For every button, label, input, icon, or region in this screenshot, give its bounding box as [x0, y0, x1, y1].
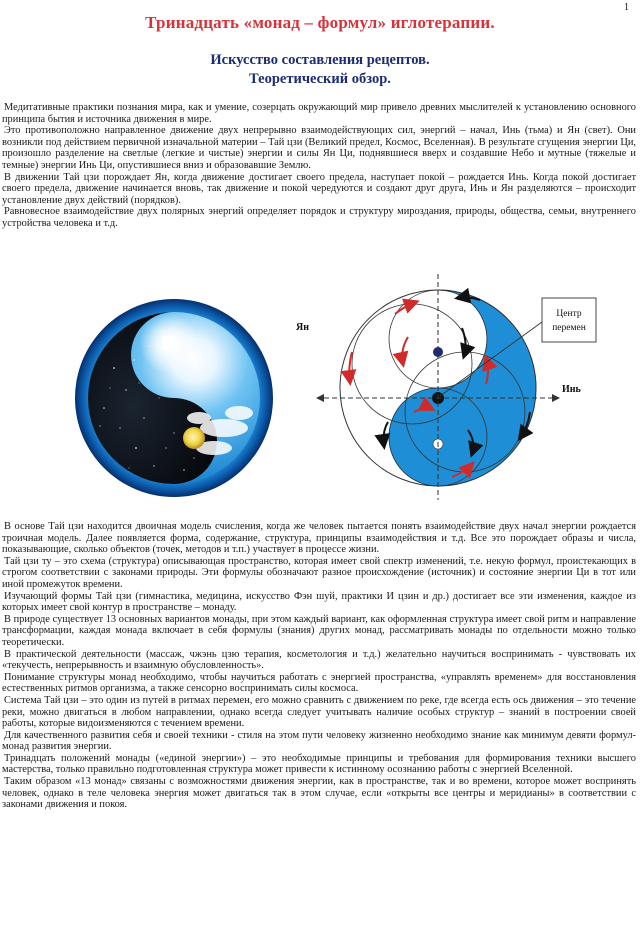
body-text — [2, 521, 636, 811]
paragraph: Равновесное взаимодействие двух полярных энергий определяет порядок и структуру мироздания, природы, общества, семьи, внутреннего устройства человека и т.д. — [2, 206, 636, 229]
paragraph: Для качественного развития себя и своей техники - стиля на этом пути человеку жизненно необходимо знание как минимум девяти формул-монад развития энергии. — [2, 729, 636, 753]
taiji-schematic-diagram — [290, 272, 602, 509]
subtitle-recipes: Искусство составления рецептов. — [210, 52, 430, 68]
center-label-line1: Центр — [556, 309, 582, 319]
paragraph: Это противоположно направленное движение двух непрерывно взаимодействующих сил, энергий – начал, Инь (тьма) и Ян (свет). Они возникли под действием первичной изначальной материи – Тай цзи (Великий предел, Космос, Вселенная). В результате сгущения энергии Ци, произошло разделение на светлые (легкие и чистые) энергии и силы Ян Ци, поднявшиеся вверх и создавшие Небо и мутные (тяжелые и темные) энергии Инь Ци, опустившиеся вниз и образовавшие Землю. — [2, 125, 636, 171]
yin-yang-sphere-image — [74, 298, 274, 503]
paragraph: Тринадцать положений монады («единой энергии») – это необходимые принципы и требования для формирования техники высшего мастерства, только правильно подготовленная структура может привести к истинному осознанию работы с энергией Вселенной. — [2, 752, 636, 776]
paragraph: Таким образом «13 монад» связаны с возможностями движения энергии, как в пространстве, так и во времени, которое может воспринять человек, однако в теле человека энергия может двигаться так в этом случае, если «открыты все центры и меридианы» в соответствии с законами движения и покоя. — [2, 776, 636, 811]
center-label-line2: перемен — [552, 323, 586, 333]
page-number: 1 — [624, 2, 629, 13]
paragraph: Изучающий формы Тай цзи (гимнастика, медицина, искусство Фэн шуй, практики И цзин и др.) достигает все эти изменения, каждое из которых имеет свой контур в пространстве – монаду. — [2, 590, 636, 614]
paragraph: В движении Тай цзи порождает Ян, когда движение достигает своего предела, наступает покой – рождается Инь. Когда покой достигает своего предела, движение начинается вновь, так движение и покой чередуются и создают друг друга, Инь и Ян разделяются – происходит установление двух действий (порядков). — [2, 171, 636, 206]
subtitle-overview: Теоретический обзор. — [249, 71, 391, 87]
label-yan: Ян — [296, 322, 309, 333]
paragraph: Тай цзи ту – это схема (структура) описывающая пространство, которая имеет свой спектр изменений, т.е. некую формул, проистекающих в строгом соответствии с законами природы. Эти формулы обозначают разное происхождение (источник) и состояние энергии Ци в тот или иной промежуток времени. — [2, 555, 636, 590]
paragraph: Система Тай цзи – это один из путей в ритмах перемен, его можно сравнить с движением по реке, где всегда есть ось движения – это течение реки, можно двигаться в любом направлении, однако всегда следует учитывать наличие особых структур – знаний в построении своей работы, которые видоизменяются с течением времени. — [2, 694, 636, 730]
paragraph: Медитативные практики познания мира, как и умение, созерцать окружающий мир привело древних мыслителей к установлению основного принципа бытия и источника движения в мире. — [2, 102, 636, 125]
document-title: Тринадцать «монад – формул» иглотерапии. — [145, 13, 495, 32]
intro-text — [2, 102, 636, 230]
paragraph: В природе существует 13 основных вариантов монады, при этом каждый вариант, как оформленная структура имеет свой ритм и направление трансформации, каждая монада включает в себя формулы (знания) других монад, рассматривать монады по отдельности можно только теоретически. — [2, 613, 636, 648]
paragraph: В основе Тай цзи находится двоичная модель счисления, когда же человек пытается понять взаимодействие двух начал энергии рождается троичная модель. Далее появляется форма, содержание, структура, принципы взаимодействия и т.д. Все это порождает образы и числа, показывающие, сколько объектов (точек, методов и т.п.) участвует в процессе жизни. — [2, 521, 636, 556]
paragraph: Понимание структуры монад необходимо, чтобы научиться работать с энергией пространства, «управлять временем» для восстановления естественных ритмов организма, а также сенсорно воспринимать силы космоса. — [2, 671, 636, 695]
label-yin: Инь — [562, 384, 581, 395]
paragraph: В практической деятельности (массаж, чжэнь цзю терапия, косметология и т.д.) желательно научиться воспринимать - чувствовать их «текучесть, непрерывность и взаимную обусловленность». — [2, 648, 636, 672]
